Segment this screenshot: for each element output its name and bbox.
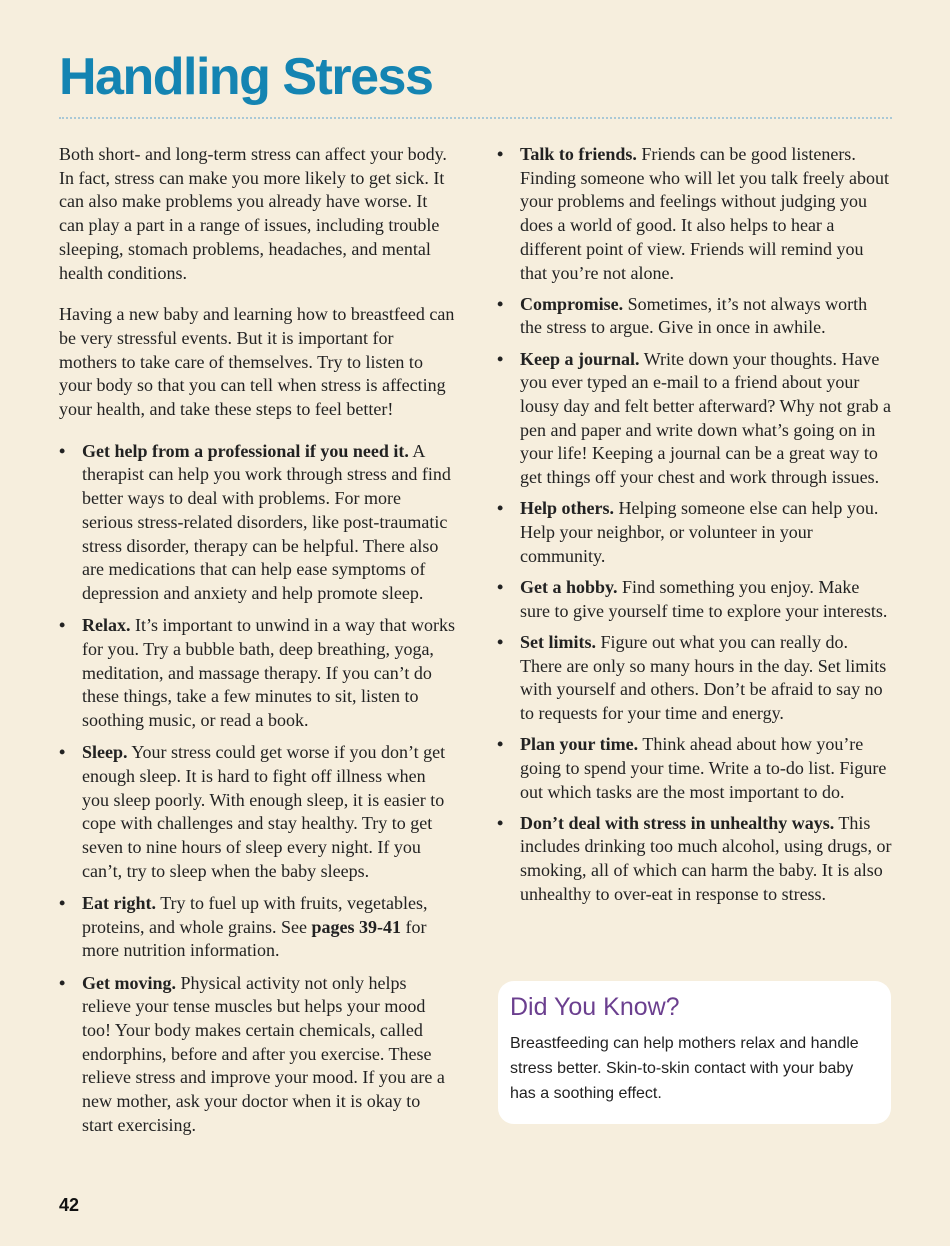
tip-lead: Compromise. xyxy=(520,293,624,314)
bullet-icon: • xyxy=(497,498,504,519)
tip-eat-right xyxy=(59,892,455,963)
page-reference-link[interactable]: pages 39-41 xyxy=(311,916,401,937)
tip-unhealthy-ways xyxy=(497,812,892,907)
tip-lead: Plan your time. xyxy=(520,734,639,755)
right-column xyxy=(497,143,892,914)
tip-text: Write down your thoughts. Have you ever typed an e-mail to a friend about your lousy day and felt better afterward? Why not grab a pen and paper and write down what’s going on in your life! Keeping a journal can be a great way to get things off your chest and work through issues. xyxy=(520,348,892,488)
tip-lead: Sleep. xyxy=(82,742,128,763)
tip-sleep xyxy=(59,741,455,883)
tip-text: Helping someone else can help you. Help your neighbor, or volunteer in your community. xyxy=(520,498,879,566)
tip-plan-time xyxy=(497,733,892,804)
bullet-icon: • xyxy=(59,972,66,993)
tip-professional-help xyxy=(59,440,455,606)
tip-lead: Get moving. xyxy=(82,972,176,993)
page-number: 42 xyxy=(59,1195,80,1215)
tip-text: Your stress could get worse if you don’t get enough sleep. It is hard to fight off illness when you sleep poorly. With enough sleep, it is easier to cope with challenges and stay healthy. Try to get seven to nine hours of sleep every night. If you can’t, try to sleep when the baby sleeps. xyxy=(82,742,446,881)
tip-text: A therapist can help you work through stress and find better ways to deal with problems. For more serious stress-related disorders, like post-traumatic stress disorder, therapy can be helpful. There also are medications that can help ease symptoms of depression and anxiety and help promote sleep. xyxy=(82,440,451,603)
bullet-icon: • xyxy=(497,348,504,369)
tip-set-limits xyxy=(497,631,892,726)
tip-text: Figure out what you can really do. There are only so many hours in the day. Set limits with yourself and others. Don’t be afraid to say no to requests for your time and energy. xyxy=(520,631,887,723)
tip-lead: Help others. xyxy=(520,498,614,519)
intro-paragraph: Both short- and long-term stress can affect your body. In fact, stress can make you more likely to get sick. It can also make problems you already have worse. It can play a part in a range of issues, including trouble sleeping, stomach problems, headaches, and mental health conditions. xyxy=(59,144,447,283)
tip-text: Find something you enjoy. Make sure to give yourself time to explore your interests. xyxy=(520,576,888,621)
did-you-know-callout xyxy=(498,981,891,1124)
tips-list xyxy=(497,143,892,907)
tip-lead: Keep a journal. xyxy=(520,348,640,369)
tip-text: This includes drinking too much alcohol, using drugs, or smoking, all of which can harm the baby. It is also unhealthy to over-eat in response to stress. xyxy=(520,812,892,904)
tip-lead: Talk to friends. xyxy=(520,144,637,164)
bullet-icon: • xyxy=(59,892,66,913)
tip-keep-journal xyxy=(497,348,892,490)
tip-compromise xyxy=(497,293,892,340)
bullet-icon: • xyxy=(497,812,504,833)
tips-list xyxy=(59,440,455,1138)
bullet-icon: • xyxy=(59,615,66,636)
tip-text: Physical activity not only helps relieve your tense muscles but helps your mood too! Your body makes certain chemicals, called endorphins, before and after you exercise. These relieve stress and improve your mood. If you are a new mother, ask your doctor when it is okay to start exercising. xyxy=(82,972,445,1135)
bullet-icon: • xyxy=(59,742,66,763)
callout-title: Did You Know? xyxy=(510,993,680,1021)
tip-lead: Get help from a professional if you need it. xyxy=(82,440,409,461)
tip-help-others xyxy=(497,497,892,568)
tip-talk-to-friends xyxy=(497,143,892,285)
bullet-icon: • xyxy=(497,293,504,314)
title-divider xyxy=(59,117,892,119)
tip-text: for more nutrition information. xyxy=(82,916,427,961)
tip-lead: Eat right. xyxy=(82,892,156,913)
tip-text: It’s important to unwind in a way that works for you. Try a bubble bath, deep breathing, yoga, meditation, and massage therapy. If you can’t do these things, take a few minutes to sit, listen to soothing music, or read a book. xyxy=(82,615,455,730)
tip-lead: Don’t deal with stress in unhealthy ways. xyxy=(520,812,835,833)
tip-relax xyxy=(59,614,455,733)
page-title: Handling Stress xyxy=(59,48,433,106)
callout-body: Breastfeeding can help mothers relax and handle stress better. Skin-to-skin contact with your baby has a soothing effect. xyxy=(510,1035,859,1102)
intro-paragraph: Having a new baby and learning how to breastfeed can be very stressful events. But it is important for mothers to take care of themselves. Try to listen to your body so that you can tell when stress is affecting your health, and take these steps to feel better! xyxy=(59,304,455,420)
tip-get-moving xyxy=(59,972,455,1138)
tip-text: Sometimes, it’s not always worth the stress to argue. Give in once in awhile. xyxy=(520,293,868,338)
tip-text: Friends can be good listeners. Finding someone who will let you talk freely about your problems and feelings without judging you does a world of good. It also helps to hear a different point of view. Friends will remind you that you’re not alone. xyxy=(520,144,889,283)
tip-text: Try to fuel up with fruits, vegetables, proteins, and whole grains. See xyxy=(82,892,428,937)
tip-lead: Relax. xyxy=(82,615,131,636)
tip-lead: Set limits. xyxy=(520,631,596,652)
bullet-icon: • xyxy=(497,144,504,164)
bullet-icon: • xyxy=(59,440,66,461)
bullet-icon: • xyxy=(497,734,504,755)
tip-lead: Get a hobby. xyxy=(520,576,618,597)
tip-hobby xyxy=(497,576,892,623)
tip-text: Think ahead about how you’re going to spend your time. Write a to-do list. Figure out which tasks are the most important to do. xyxy=(520,734,887,802)
bullet-icon: • xyxy=(497,631,504,652)
bullet-icon: • xyxy=(497,576,504,597)
left-column xyxy=(59,143,455,1146)
